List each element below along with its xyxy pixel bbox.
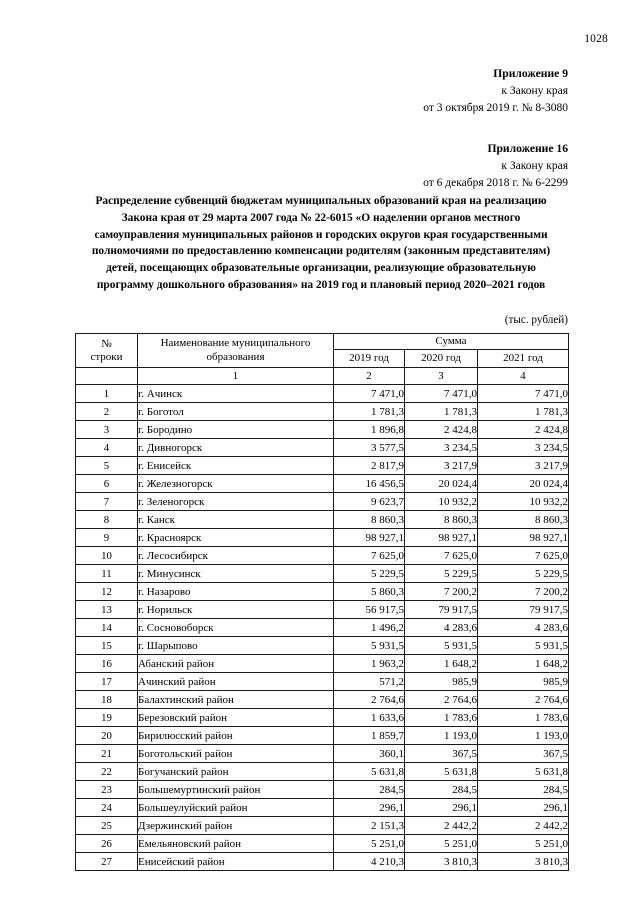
table-row <box>76 493 569 511</box>
appendix-reference-2 <box>238 141 568 191</box>
municipality-name-cell: г. Красноярск <box>138 529 334 547</box>
municipality-name-cell: Большемуртинский район <box>138 781 334 799</box>
row-number-cell: 11 <box>76 565 138 583</box>
title-line-1: Распределение субвенций бюджетам муниципальных образований края на реализацию <box>95 195 547 207</box>
row-number-cell: 9 <box>76 529 138 547</box>
amount-2019-cell: 360,1 <box>334 745 405 763</box>
amount-2021-cell: 1 193,0 <box>478 727 569 745</box>
column-header-sum-group: Сумма <box>334 334 569 350</box>
amount-2020-cell: 5 251,0 <box>405 835 478 853</box>
table-row <box>76 403 569 421</box>
row-number-header-line1: № <box>101 337 112 350</box>
municipality-name-cell: Боготольский район <box>138 745 334 763</box>
amount-2021-cell: 4 283,6 <box>478 619 569 637</box>
amount-2021-cell: 3 217,9 <box>478 457 569 475</box>
amount-2021-cell: 10 932,2 <box>478 493 569 511</box>
table-row <box>76 619 569 637</box>
row-number-cell: 8 <box>76 511 138 529</box>
table-row <box>76 853 569 871</box>
amount-2021-cell: 296,1 <box>478 799 569 817</box>
row-number-cell: 6 <box>76 475 138 493</box>
amount-2020-cell: 3 810,3 <box>405 853 478 871</box>
amount-2019-cell: 5 860,3 <box>334 583 405 601</box>
table-row <box>76 691 569 709</box>
row-number-cell: 17 <box>76 673 138 691</box>
amount-2019-cell: 5 229,5 <box>334 565 405 583</box>
amount-2020-cell: 98 927,1 <box>405 529 478 547</box>
table-column-index <box>76 368 569 385</box>
municipality-name-cell: г. Зеленогорск <box>138 493 334 511</box>
table-row <box>76 745 569 763</box>
title-line-3: самоуправления муниципальных районов и городских округов края государственными <box>94 228 548 241</box>
municipality-name-cell: Енисейский район <box>138 853 334 871</box>
row-number-cell: 4 <box>76 439 138 457</box>
amount-2019-cell: 8 860,3 <box>334 511 405 529</box>
municipality-name-cell: Березовский район <box>138 709 334 727</box>
row-number-cell: 26 <box>76 835 138 853</box>
amount-2021-cell: 79 917,5 <box>478 601 569 619</box>
row-number-header-line2: строки <box>90 350 123 363</box>
column-header-municipality-name: Наименование муниципального образования <box>138 334 334 368</box>
amount-2019-cell: 284,5 <box>334 781 405 799</box>
table-row <box>76 835 569 853</box>
column-index-cell: 1 <box>138 368 334 385</box>
amount-2021-cell: 20 024,4 <box>478 475 569 493</box>
appendix-date-line: от 3 октября 2019 г. № 8-3080 <box>423 101 568 114</box>
table-row <box>76 673 569 691</box>
municipality-name-cell: г. Минусинск <box>138 565 334 583</box>
amount-2021-cell: 985,9 <box>478 673 569 691</box>
amount-2021-cell: 5 251,0 <box>478 835 569 853</box>
column-header-row-number <box>76 334 138 368</box>
table-row <box>76 601 569 619</box>
appendix-date-line: от 6 декабря 2018 г. № 6-2299 <box>423 176 568 189</box>
amount-2021-cell: 2 442,2 <box>478 817 569 835</box>
row-number-cell: 19 <box>76 709 138 727</box>
municipality-name-cell: г. Енисейск <box>138 457 334 475</box>
column-index-row <box>76 368 569 385</box>
municipality-name-cell: г. Дивногорск <box>138 439 334 457</box>
amount-2019-cell: 296,1 <box>334 799 405 817</box>
amount-2021-cell: 5 631,8 <box>478 763 569 781</box>
table-row <box>76 763 569 781</box>
table-row <box>76 457 569 475</box>
row-number-cell: 1 <box>76 385 138 403</box>
appendix-reference-1 <box>238 66 568 116</box>
row-number-cell: 18 <box>76 691 138 709</box>
amount-2021-cell: 3 810,3 <box>478 853 569 871</box>
amount-2020-cell: 2 424,8 <box>405 421 478 439</box>
municipality-name-cell: Богучанский район <box>138 763 334 781</box>
amount-2020-cell: 3 234,5 <box>405 439 478 457</box>
table-row <box>76 727 569 745</box>
table-row <box>76 583 569 601</box>
row-number-cell: 21 <box>76 745 138 763</box>
amount-2019-cell: 1 633,6 <box>334 709 405 727</box>
amount-2020-cell: 7 471,0 <box>405 385 478 403</box>
amount-2020-cell: 8 860,3 <box>405 511 478 529</box>
amount-2020-cell: 1 783,6 <box>405 709 478 727</box>
amount-2019-cell: 7 471,0 <box>334 385 405 403</box>
amount-2019-cell: 56 917,5 <box>334 601 405 619</box>
amount-2020-cell: 7 200,2 <box>405 583 478 601</box>
amount-2019-cell: 16 456,5 <box>334 475 405 493</box>
amount-2021-cell: 5 931,5 <box>478 637 569 655</box>
amount-2021-cell: 3 234,5 <box>478 439 569 457</box>
amount-2020-cell: 296,1 <box>405 799 478 817</box>
row-number-cell: 22 <box>76 763 138 781</box>
amount-2021-cell: 284,5 <box>478 781 569 799</box>
row-number-cell: 15 <box>76 637 138 655</box>
amount-2019-cell: 5 251,0 <box>334 835 405 853</box>
amount-2019-cell: 571,2 <box>334 673 405 691</box>
municipality-name-cell: Дзержинский район <box>138 817 334 835</box>
table-row <box>76 547 569 565</box>
amount-2020-cell: 5 631,8 <box>405 763 478 781</box>
amount-2019-cell: 3 577,5 <box>334 439 405 457</box>
page-number: 1028 <box>584 33 608 45</box>
document-title <box>76 193 566 294</box>
row-number-cell: 2 <box>76 403 138 421</box>
table-header <box>76 334 569 368</box>
amount-2020-cell: 1 193,0 <box>405 727 478 745</box>
table-row <box>76 439 569 457</box>
column-header-year-2020: 2020 год <box>405 350 478 368</box>
column-index-cell: 3 <box>405 368 478 385</box>
municipality-name-cell: г. Сосновоборск <box>138 619 334 637</box>
municipality-name-cell: г. Лесосибирск <box>138 547 334 565</box>
column-header-year-2021: 2021 год <box>478 350 569 368</box>
table-body <box>76 385 569 871</box>
municipality-name-cell: Ачинский район <box>138 673 334 691</box>
table-row <box>76 529 569 547</box>
table-row <box>76 709 569 727</box>
municipality-name-cell: г. Канск <box>138 511 334 529</box>
amount-2020-cell: 1 648,2 <box>405 655 478 673</box>
amount-2021-cell: 1 648,2 <box>478 655 569 673</box>
table-row <box>76 781 569 799</box>
amount-2021-cell: 8 860,3 <box>478 511 569 529</box>
municipality-name-cell: г. Норильск <box>138 601 334 619</box>
appendix-law-line: к Закону края <box>501 160 568 173</box>
amount-2020-cell: 5 931,5 <box>405 637 478 655</box>
row-number-cell: 3 <box>76 421 138 439</box>
row-number-cell: 14 <box>76 619 138 637</box>
municipality-name-cell: Бирилюсский район <box>138 727 334 745</box>
amount-2021-cell: 1 783,6 <box>478 709 569 727</box>
table-row <box>76 421 569 439</box>
amount-2019-cell: 2 151,3 <box>334 817 405 835</box>
amount-2019-cell: 1 781,3 <box>334 403 405 421</box>
amount-2021-cell: 2 764,6 <box>478 691 569 709</box>
amount-2020-cell: 5 229,5 <box>405 565 478 583</box>
amount-2019-cell: 4 210,3 <box>334 853 405 871</box>
subventions-table <box>75 333 569 871</box>
title-line-6: программу дошкольного образования» на 2019 год и плановый период 2020–2021 годов <box>96 278 546 291</box>
table-row <box>76 637 569 655</box>
amount-2020-cell: 20 024,4 <box>405 475 478 493</box>
column-header-year-2019: 2019 год <box>334 350 405 368</box>
amount-2020-cell: 3 217,9 <box>405 457 478 475</box>
units-note: (тыс. рублей) <box>504 314 568 326</box>
amount-2021-cell: 2 424,8 <box>478 421 569 439</box>
amount-2021-cell: 1 781,3 <box>478 403 569 421</box>
amount-2020-cell: 10 932,2 <box>405 493 478 511</box>
row-number-cell: 13 <box>76 601 138 619</box>
amount-2020-cell: 985,9 <box>405 673 478 691</box>
amount-2021-cell: 367,5 <box>478 745 569 763</box>
amount-2020-cell: 7 625,0 <box>405 547 478 565</box>
appendix-law-line: к Закону края <box>501 85 568 98</box>
amount-2020-cell: 1 781,3 <box>405 403 478 421</box>
row-number-cell: 10 <box>76 547 138 565</box>
municipality-name-cell: г. Ачинск <box>138 385 334 403</box>
amount-2019-cell: 7 625,0 <box>334 547 405 565</box>
municipality-name-cell: Абанский район <box>138 655 334 673</box>
title-line-5: детей, посещающих образовательные организации, реализующие образовательную <box>106 262 536 275</box>
municipality-name-cell: г. Шарыпово <box>138 637 334 655</box>
row-number-cell: 23 <box>76 781 138 799</box>
amount-2019-cell: 1 496,2 <box>334 619 405 637</box>
amount-2019-cell: 1 963,2 <box>334 655 405 673</box>
title-line-2: Закона края от 29 марта 2007 года № 22-6015 «О наделении органов местного <box>121 211 521 224</box>
column-index-cell: 4 <box>478 368 569 385</box>
amount-2020-cell: 284,5 <box>405 781 478 799</box>
amount-2020-cell: 4 283,6 <box>405 619 478 637</box>
amount-2019-cell: 5 631,8 <box>334 763 405 781</box>
amount-2020-cell: 2 764,6 <box>405 691 478 709</box>
amount-2021-cell: 7 625,0 <box>478 547 569 565</box>
amount-2020-cell: 2 442,2 <box>405 817 478 835</box>
table-row <box>76 799 569 817</box>
column-index-cell: 2 <box>334 368 405 385</box>
municipality-name-cell: Балахтинский район <box>138 691 334 709</box>
amount-2020-cell: 79 917,5 <box>405 601 478 619</box>
table-row <box>76 385 569 403</box>
municipality-name-cell: г. Назарово <box>138 583 334 601</box>
amount-2019-cell: 2 817,9 <box>334 457 405 475</box>
amount-2019-cell: 5 931,5 <box>334 637 405 655</box>
amount-2021-cell: 7 200,2 <box>478 583 569 601</box>
appendix-title: Приложение 16 <box>487 142 568 155</box>
amount-2020-cell: 367,5 <box>405 745 478 763</box>
row-number-cell: 27 <box>76 853 138 871</box>
row-number-cell: 20 <box>76 727 138 745</box>
table-row <box>76 511 569 529</box>
amount-2019-cell: 1 859,7 <box>334 727 405 745</box>
amount-2019-cell: 1 896,8 <box>334 421 405 439</box>
municipality-name-cell: г. Железногорск <box>138 475 334 493</box>
appendix-title: Приложение 9 <box>493 67 568 80</box>
municipality-name-cell: г. Боготол <box>138 403 334 421</box>
table-row <box>76 655 569 673</box>
amount-2021-cell: 98 927,1 <box>478 529 569 547</box>
row-number-cell: 12 <box>76 583 138 601</box>
amount-2019-cell: 9 623,7 <box>334 493 405 511</box>
municipality-name-cell: г. Бородино <box>138 421 334 439</box>
column-index-cell <box>76 368 138 385</box>
amount-2021-cell: 5 229,5 <box>478 565 569 583</box>
municipality-name-cell: Емельяновский район <box>138 835 334 853</box>
row-number-cell: 16 <box>76 655 138 673</box>
row-number-cell: 25 <box>76 817 138 835</box>
table-row <box>76 475 569 493</box>
title-line-4: полномочиями по предоставлению компенсации родителям (законным представителям) <box>91 245 551 258</box>
row-number-cell: 5 <box>76 457 138 475</box>
row-number-cell: 7 <box>76 493 138 511</box>
subventions-table-container <box>75 333 568 871</box>
amount-2021-cell: 7 471,0 <box>478 385 569 403</box>
amount-2019-cell: 2 764,6 <box>334 691 405 709</box>
amount-2019-cell: 98 927,1 <box>334 529 405 547</box>
municipality-name-cell: Большеулуйский район <box>138 799 334 817</box>
table-row <box>76 565 569 583</box>
row-number-cell: 24 <box>76 799 138 817</box>
table-row <box>76 817 569 835</box>
